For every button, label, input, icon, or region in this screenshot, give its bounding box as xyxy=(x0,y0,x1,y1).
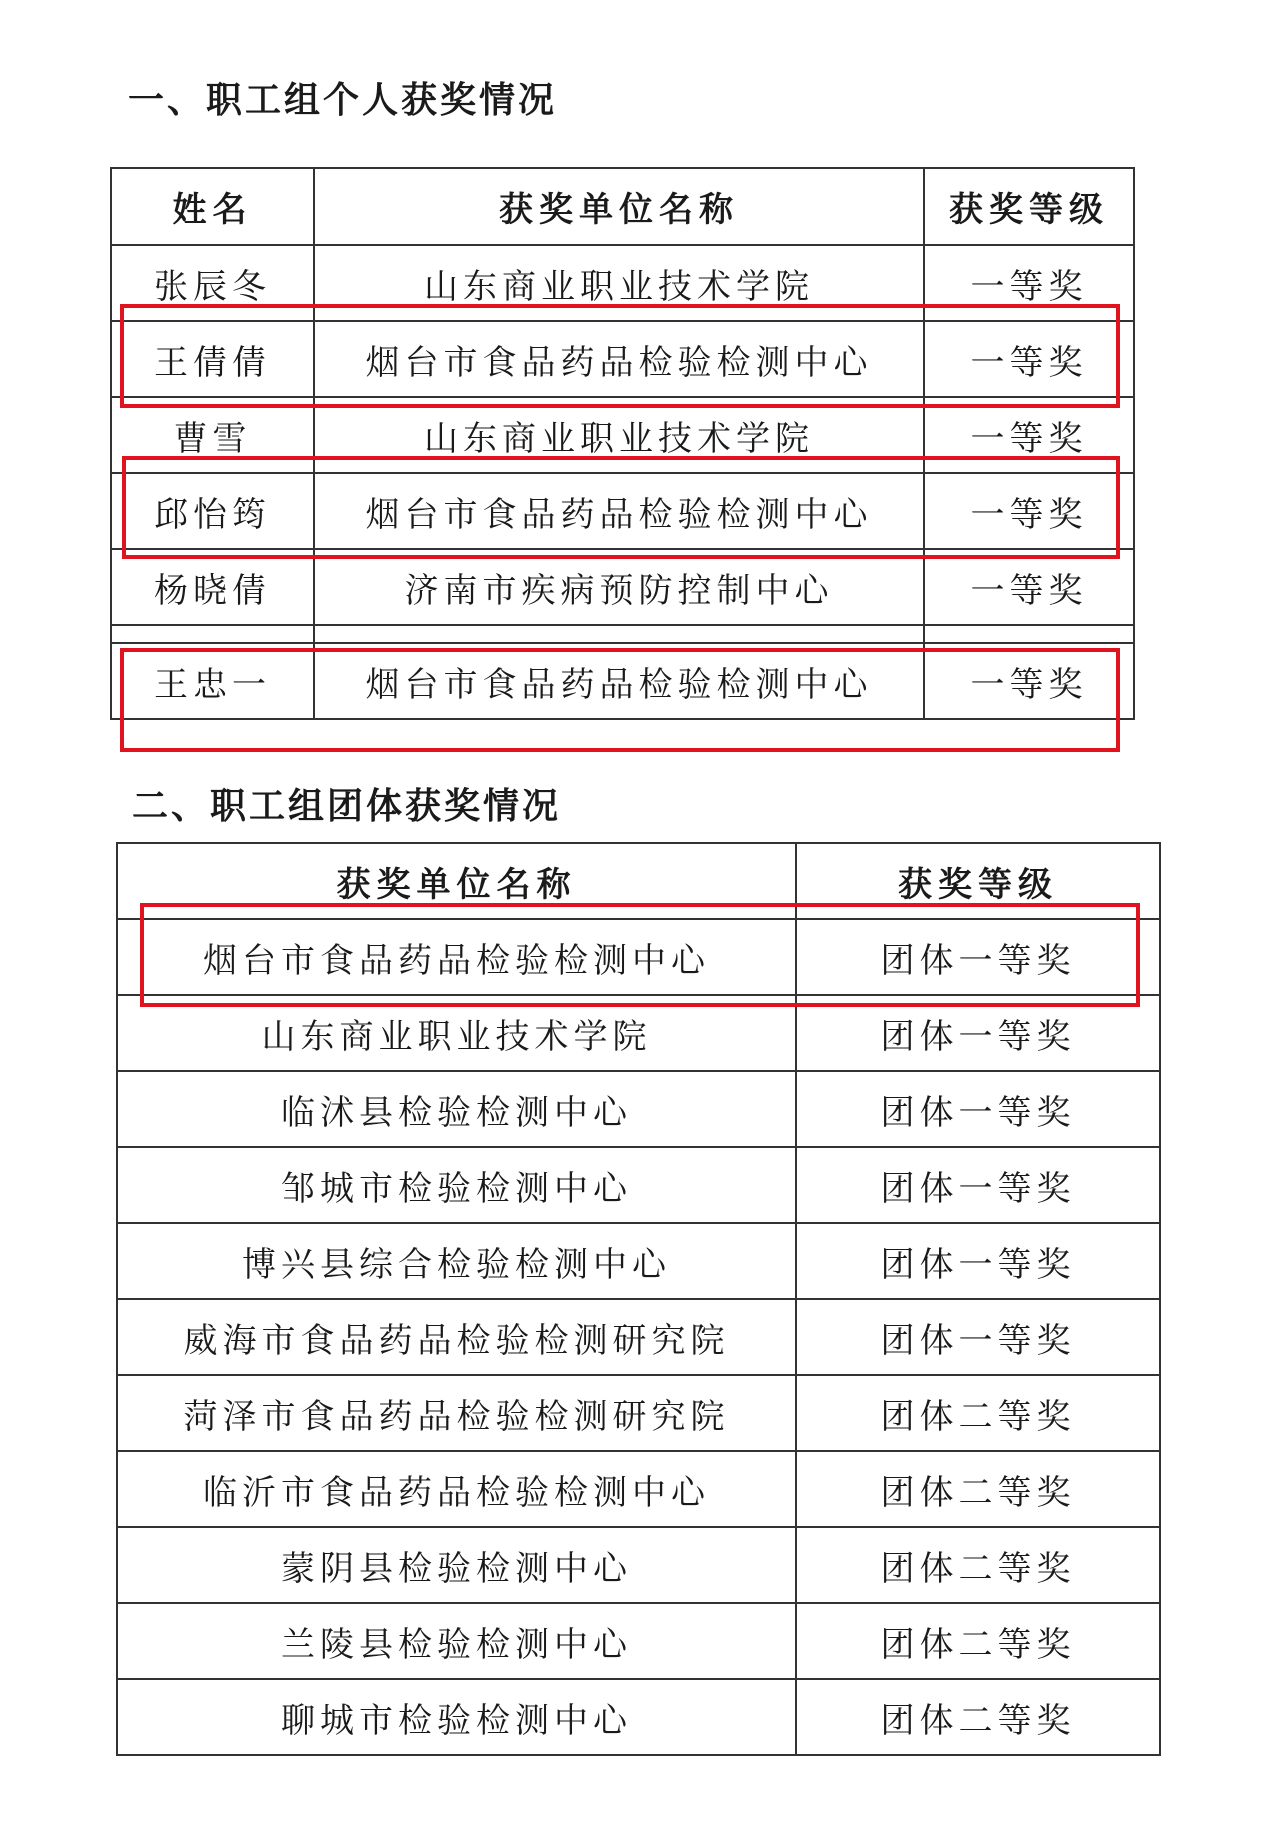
cell-name: 杨晓倩 xyxy=(111,549,314,625)
table-row xyxy=(117,1375,1160,1451)
cell-level: 一等奖 xyxy=(924,473,1134,549)
table-row xyxy=(117,1451,1160,1527)
cell-level: 一等奖 xyxy=(924,643,1134,719)
header-level: 获奖等级 xyxy=(796,843,1160,919)
table-row xyxy=(117,1299,1160,1375)
table-row xyxy=(111,245,1134,321)
table-header-row xyxy=(111,168,1134,245)
gap-cell xyxy=(314,625,924,643)
cell-level: 团体一等奖 xyxy=(796,1299,1160,1375)
cell-unit: 山东商业职业技术学院 xyxy=(314,397,924,473)
table-row xyxy=(117,919,1160,995)
cell-unit: 威海市食品药品检验检测研究院 xyxy=(117,1299,796,1375)
cell-level: 团体二等奖 xyxy=(796,1679,1160,1755)
cell-level: 一等奖 xyxy=(924,397,1134,473)
cell-level: 团体二等奖 xyxy=(796,1375,1160,1451)
cell-unit: 烟台市食品药品检验检测中心 xyxy=(314,473,924,549)
table-gap-row xyxy=(111,625,1134,643)
cell-level: 一等奖 xyxy=(924,245,1134,321)
team-awards-table xyxy=(116,842,1161,1756)
cell-level: 团体二等奖 xyxy=(796,1451,1160,1527)
cell-unit: 邹城市检验检测中心 xyxy=(117,1147,796,1223)
cell-level: 团体一等奖 xyxy=(796,1147,1160,1223)
cell-unit: 菏泽市食品药品检验检测研究院 xyxy=(117,1375,796,1451)
cell-level: 团体一等奖 xyxy=(796,1223,1160,1299)
section1-heading: 一、职工组个人获奖情况 xyxy=(128,79,558,121)
cell-unit: 蒙阴县检验检测中心 xyxy=(117,1527,796,1603)
header-unit: 获奖单位名称 xyxy=(314,168,924,245)
table-row xyxy=(117,1679,1160,1755)
table-row xyxy=(117,1527,1160,1603)
cell-unit: 济南市疾病预防控制中心 xyxy=(314,549,924,625)
cell-level: 团体一等奖 xyxy=(796,919,1160,995)
table-header-row xyxy=(117,843,1160,919)
cell-unit: 烟台市食品药品检验检测中心 xyxy=(314,643,924,719)
cell-name: 王忠一 xyxy=(111,643,314,719)
cell-unit: 烟台市食品药品检验检测中心 xyxy=(117,919,796,995)
header-name: 姓名 xyxy=(111,168,314,245)
cell-unit: 博兴县综合检验检测中心 xyxy=(117,1223,796,1299)
gap-cell xyxy=(111,625,314,643)
cell-level: 一等奖 xyxy=(924,549,1134,625)
table-row xyxy=(117,1071,1160,1147)
table-row xyxy=(111,321,1134,397)
cell-level: 团体一等奖 xyxy=(796,995,1160,1071)
header-unit: 获奖单位名称 xyxy=(117,843,796,919)
cell-unit: 山东商业职业技术学院 xyxy=(314,245,924,321)
cell-name: 张辰冬 xyxy=(111,245,314,321)
table-row xyxy=(111,397,1134,473)
cell-name: 邱怡筠 xyxy=(111,473,314,549)
cell-unit: 兰陵县检验检测中心 xyxy=(117,1603,796,1679)
table-row xyxy=(117,1603,1160,1679)
cell-name: 王倩倩 xyxy=(111,321,314,397)
table-row xyxy=(111,643,1134,719)
table-row xyxy=(117,1147,1160,1223)
section2-heading: 二、职工组团体获奖情况 xyxy=(132,785,562,827)
table-row xyxy=(117,1223,1160,1299)
gap-cell xyxy=(924,625,1134,643)
cell-unit: 山东商业职业技术学院 xyxy=(117,995,796,1071)
cell-unit: 临沂市食品药品检验检测中心 xyxy=(117,1451,796,1527)
individual-awards-table xyxy=(110,167,1135,720)
header-level: 获奖等级 xyxy=(924,168,1134,245)
cell-level: 团体二等奖 xyxy=(796,1603,1160,1679)
cell-level: 团体一等奖 xyxy=(796,1071,1160,1147)
cell-unit: 聊城市检验检测中心 xyxy=(117,1679,796,1755)
cell-level: 团体二等奖 xyxy=(796,1527,1160,1603)
table-row xyxy=(117,995,1160,1071)
table-row xyxy=(111,549,1134,625)
cell-unit: 临沭县检验检测中心 xyxy=(117,1071,796,1147)
cell-name: 曹雪 xyxy=(111,397,314,473)
table-row xyxy=(111,473,1134,549)
cell-unit: 烟台市食品药品检验检测中心 xyxy=(314,321,924,397)
cell-level: 一等奖 xyxy=(924,321,1134,397)
